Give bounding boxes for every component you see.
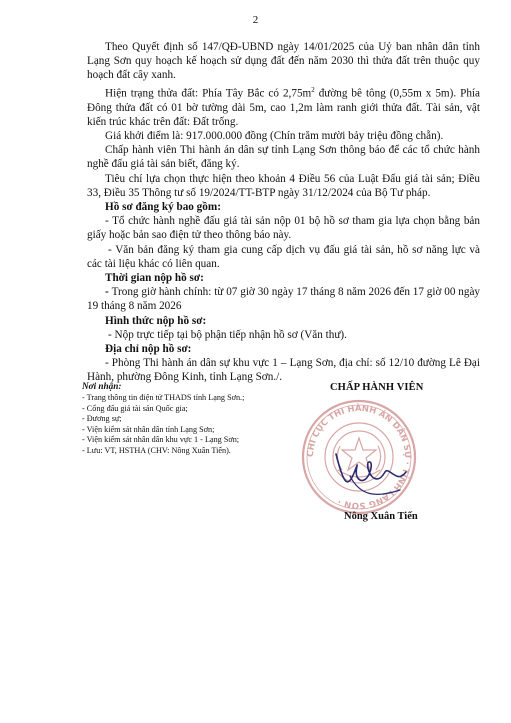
recipient-item: - Lưu: VT, HSTHA (CHV: Nông Xuân Tiến). xyxy=(82,445,231,455)
land-status-text-2: đường bê tông (0,55m x 5m). Phía Đông thửa đất có 01 bờ tường dài 5m, cao 1,2m làm ranh giới thửa đất. Tài sản, vật kiến trúc khác trên đất: Đất trống. xyxy=(87,87,480,128)
handwritten-signature xyxy=(330,446,410,502)
paragraph-announcement: Chấp hành viên Thi hành án dân sự tỉnh Lạng Sơn thông báo để các tổ chức hành nghề đấu giá tài sản biết, đăng ký. xyxy=(87,144,480,171)
paragraph-starting-price: Giá khởi điểm là: 917.000.000 đồng (Chín trăm mười bảy triệu đồng chẵn). xyxy=(105,129,444,142)
recipient-item: - Đương sự; xyxy=(82,414,122,424)
paragraph-dossier-1: - Tổ chức hành nghề đấu giá tài sản nộp 01 bộ hồ sơ tham gia lựa chọn bằng bản giấy hoặc bản sao điện tử theo thông báo này. xyxy=(87,215,480,242)
dash: - xyxy=(105,286,112,299)
heading-dossier: Hồ sơ đăng ký bao gồm: xyxy=(105,200,221,213)
document-body xyxy=(87,40,480,385)
recipient-item: - Viện kiểm sát nhân dân tỉnh Lạng Sơn; xyxy=(82,424,215,434)
paragraph-method: - Nộp trực tiếp tại bộ phận tiếp nhận hồ sơ (Văn thư). xyxy=(108,328,347,341)
paragraph-time xyxy=(87,285,480,313)
heading-time: Thời gian nộp hồ sơ: xyxy=(105,271,204,284)
signature-title: CHẤP HÀNH VIÊN xyxy=(330,382,424,393)
paragraph-criteria: Tiêu chí lựa chọn thực hiện theo khoản 4 Điều 56 của Luật Đấu giá tài sản; Điều 33, Điều 35 Thông tư số 19/2024/TT-BTP ngày 31/12/2024 của Bộ Tư pháp. xyxy=(87,172,480,199)
page-number: 2 xyxy=(252,14,259,26)
heading-address: Địa chỉ nộp hồ sơ: xyxy=(105,343,192,355)
land-status-text: Hiện trạng thửa đất: Phía Tây Bắc có 2,75m xyxy=(105,87,312,100)
paragraph-address: - Phòng Thi hành án dân sự khu vực 1 – Lạng Sơn, địa chỉ: số 12/10 đường Lê Đại Hành, phường Đông Kinh, tỉnh Lạng Sơn./. xyxy=(87,357,480,384)
recipients-list xyxy=(82,393,302,457)
paragraph-planning: Theo Quyết định số 147/QĐ-UBND ngày 14/01/2025 của Uỷ ban nhân dân tỉnh Lạng Sơn quy hoạch kế hoạch sử dụng đất đến năm 2030 thì thửa đất trên thuộc quy hoạch đất cây xanh. xyxy=(87,41,480,82)
time-text: Trong giờ hành chính: từ 07 giờ 30 ngày 17 tháng 8 năm 2026 đến 17 giờ 00 ngày 19 tháng 8 năm 2026 xyxy=(87,286,480,313)
recipient-item: - Viện kiểm sát nhân dân khu vực 1 - Lạng Sơn; xyxy=(82,435,240,445)
recipient-item: - Cổng đấu giá tài sản Quốc gia; xyxy=(82,403,188,413)
svg-text:CHI CỤC THI HÀNH ÁN DÂN SỰ · T: CHI CỤC THI HÀNH ÁN DÂN SỰ · TỈNH LẠNG SƠN · xyxy=(305,403,413,511)
paragraph-dossier-2: - Văn bản đăng ký tham gia cung cấp dịch vụ đấu giá tài sản, hồ sơ năng lực và các tài liệu khác có liên quan. xyxy=(87,243,480,270)
paragraph-land-status xyxy=(87,83,480,129)
recipients-title: Nơi nhận: xyxy=(82,381,122,391)
heading-method: Hình thức nộp hồ sơ: xyxy=(105,314,207,327)
superscript: 2 xyxy=(311,85,315,94)
signer-name: Nông Xuân Tiến xyxy=(344,511,418,522)
recipient-item: - Trang thông tin điện tử THADS tỉnh Lạng Sơn.; xyxy=(82,393,245,402)
